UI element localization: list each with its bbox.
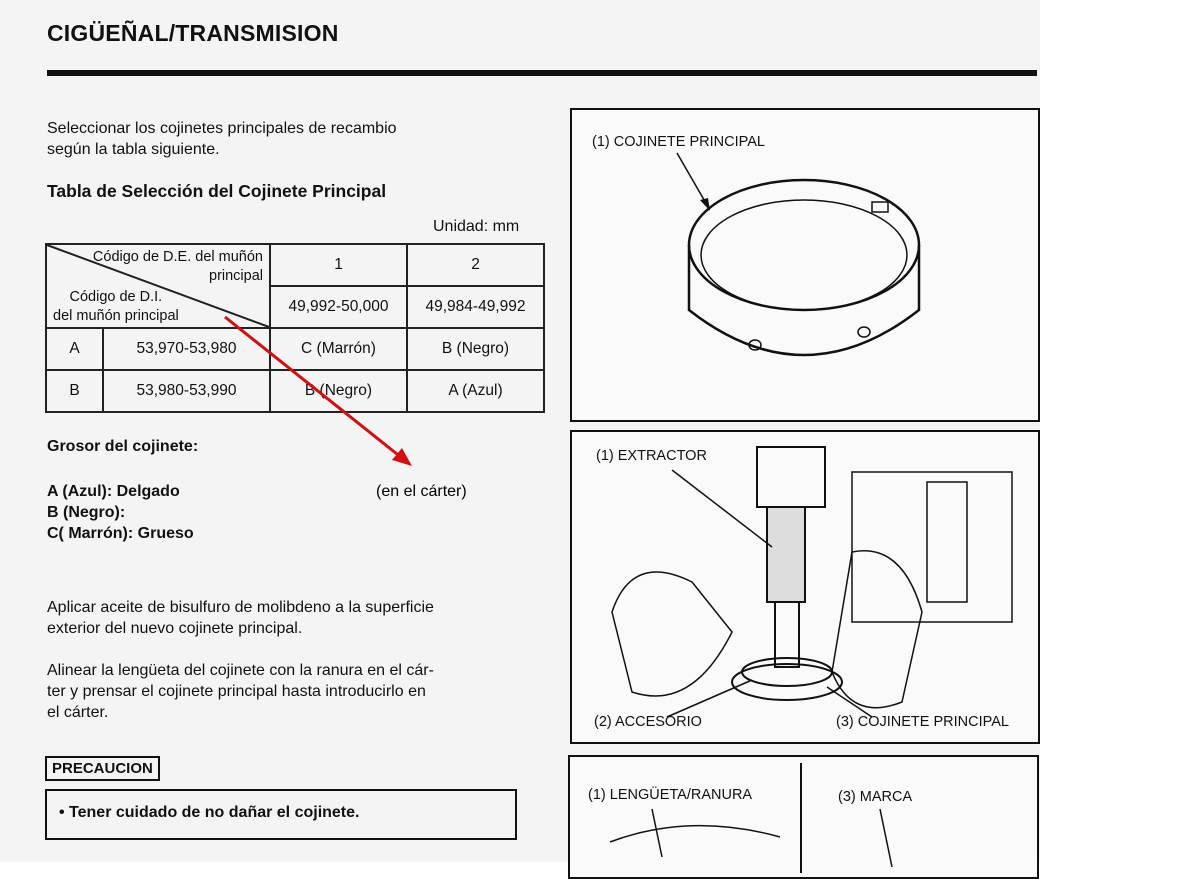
figure-label: (3) MARCA xyxy=(838,789,913,805)
thickness-b: B (Negro): xyxy=(47,504,126,521)
row-range: 53,970-53,980 xyxy=(103,328,270,370)
instruction-line: ter y prensar el cojinete principal hasta introducirlo en xyxy=(47,683,426,700)
bearing-drawing xyxy=(572,110,1038,420)
instruction-paragraph-1 xyxy=(47,597,434,639)
instruction-line: Alinear la lengüeta del cojinete con la ranura en el cár- xyxy=(47,662,434,679)
col-code-1: 1 xyxy=(270,244,407,286)
table-heading: Tabla de Selección del Cojinete Principal xyxy=(47,181,387,201)
table-cell: A (Azul) xyxy=(407,370,544,412)
tab-groove-drawing xyxy=(570,757,1037,877)
caution-box xyxy=(45,789,517,840)
instruction-paragraph-2 xyxy=(47,660,434,723)
thickness-a: A (Azul): Delgado xyxy=(47,483,180,500)
table-cell: B (Negro) xyxy=(270,370,407,412)
figure-label: (1) COJINETE PRINCIPAL xyxy=(592,134,765,150)
row-code: B xyxy=(46,370,103,412)
figure-label: (1) LENGÜETA/RANURA xyxy=(588,787,753,803)
figure-extractor xyxy=(570,430,1040,744)
corner-top-line: Código de D.E. del muñón xyxy=(92,249,263,265)
corner-bottom-line: del muñón principal xyxy=(53,308,179,324)
figure-tab-groove xyxy=(568,755,1039,879)
instruction-line: el cárter. xyxy=(47,704,109,721)
instruction-line: exterior del nuevo cojinete principal. xyxy=(47,620,303,637)
intro-line: Seleccionar los cojinetes principales de recambio xyxy=(47,120,397,137)
figure-label: (2) ACCESORIO xyxy=(594,714,702,730)
intro-line: según la tabla siguiente. xyxy=(47,141,220,158)
caution-text: • Tener cuidado de no dañar el cojinete. xyxy=(59,804,360,821)
caution-label: PRECAUCION xyxy=(45,756,160,781)
figure-label: (1) EXTRACTOR xyxy=(596,448,707,464)
corner-bottom-line: Código de D.I. xyxy=(69,289,163,305)
table-cell: C (Marrón) xyxy=(270,328,407,370)
thickness-c: C( Marrón): Grueso xyxy=(47,525,194,542)
col-range-1: 49,992-50,000 xyxy=(270,286,407,328)
col-code-2: 2 xyxy=(407,244,544,286)
page-title: CIGÜEÑAL/TRANSMISION xyxy=(47,20,339,46)
figure-label: (3) COJINETE PRINCIPAL xyxy=(836,714,1009,730)
extractor-drawing xyxy=(572,432,1038,742)
thickness-heading: Grosor del cojinete: xyxy=(47,438,199,455)
corner-top-line: principal xyxy=(209,268,263,284)
carter-annotation: (en el cárter) xyxy=(376,483,467,500)
table-unit: Unidad: mm xyxy=(433,218,520,235)
row-code: A xyxy=(46,328,103,370)
instruction-line: Aplicar aceite de bisulfuro de molibdeno a la superficie xyxy=(47,599,434,616)
table-cell: B (Negro) xyxy=(407,328,544,370)
figure-main-bearing xyxy=(570,108,1040,422)
row-range: 53,980-53,990 xyxy=(103,370,270,412)
col-range-2: 49,984-49,992 xyxy=(407,286,544,328)
